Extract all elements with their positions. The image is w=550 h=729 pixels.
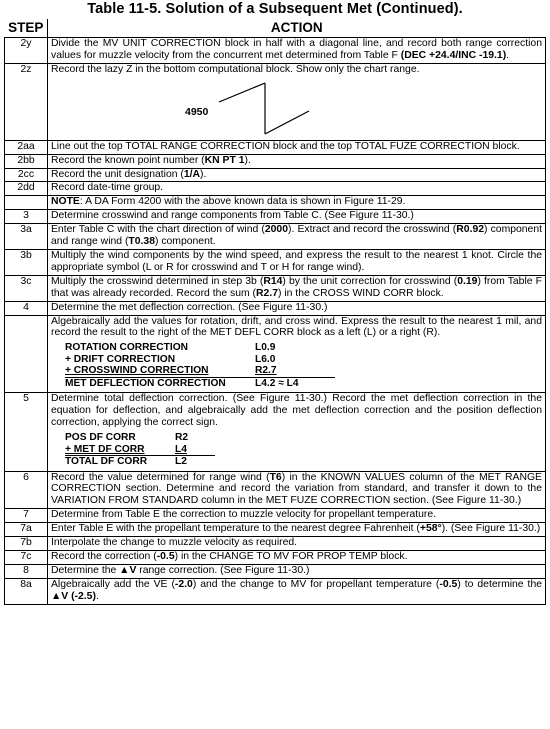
step-cell: 3a <box>5 224 48 250</box>
action-cell <box>48 509 546 523</box>
step-cell: 7c <box>5 550 48 564</box>
table-header-row <box>5 19 546 38</box>
text-run: ). Extract and record the crosswind ( <box>287 224 457 236</box>
text-run: Record the value determined for range wind ( <box>51 471 270 483</box>
text-run: range correction. (See Figure 11-30.) <box>136 564 310 576</box>
step-cell: 2bb <box>5 154 48 168</box>
action-text <box>51 472 542 508</box>
table-row <box>5 196 546 210</box>
action-cell <box>48 578 546 604</box>
text-run: Determine the met deflection correction. (See Figure 11-30.) <box>51 301 328 313</box>
action-cell <box>48 182 546 196</box>
action-cell <box>48 224 546 250</box>
text-run: Algebraically add the VE ( <box>51 578 175 590</box>
computation-label: POS DF CORR <box>65 432 136 444</box>
action-cell <box>48 315 546 393</box>
emphasized-value: (DEC +24.4/INC -19.1) <box>400 49 507 61</box>
step-cell: 8a <box>5 578 48 604</box>
action-text <box>51 302 542 314</box>
lazy-z-top-stroke <box>219 83 265 102</box>
computation-line <box>65 377 542 390</box>
step-cell <box>5 315 48 393</box>
table-row <box>5 315 546 393</box>
text-run: Determine total deflection correction. (See Figure 11-30.) Record the met deflection correction in the equation for deflection, and algebraically add the met deflection correction and the position deflection correction, applying the correct sign. <box>51 393 542 429</box>
step-cell: 5 <box>5 393 48 471</box>
text-run: Determine from Table E the correction to muzzle velocity for propellant temperature. <box>51 509 437 521</box>
computation-label: + MET DF CORR <box>65 443 145 455</box>
text-run: Determine the <box>51 564 120 576</box>
text-run: ) in the CHANGE TO MV FOR PROP TEMP block. <box>174 550 408 562</box>
action-cell <box>48 550 546 564</box>
step-cell: 2z <box>5 63 48 140</box>
action-cell <box>48 196 546 210</box>
emphasized-value: T6 <box>269 471 282 483</box>
text-run: ) component. <box>154 236 216 248</box>
action-text <box>51 579 542 603</box>
emphasized-value: ▲V (-2.5) <box>51 590 96 602</box>
table-row <box>5 578 546 604</box>
computation-label: TOTAL DF CORR <box>65 455 175 468</box>
action-cell <box>48 564 546 578</box>
action-text <box>51 509 542 521</box>
action-cell <box>48 301 546 315</box>
table-body <box>5 38 546 605</box>
text-run: ). (See Figure 11-30.) <box>441 523 541 535</box>
computation-value: L2 <box>175 455 215 468</box>
action-text <box>51 210 542 222</box>
action-text <box>51 38 542 62</box>
step-cell: 7b <box>5 537 48 551</box>
action-text <box>51 523 542 535</box>
lazy-z-chart <box>51 76 542 139</box>
table-row <box>5 301 546 315</box>
table-row <box>5 564 546 578</box>
met-deflection-computation <box>65 342 542 389</box>
action-text <box>51 250 542 274</box>
action-cell <box>48 537 546 551</box>
text-run: ) from Table F that was already recorded. Record the sum ( <box>51 275 542 299</box>
computation-label: ROTATION CORRECTION <box>65 342 188 354</box>
computation-value: R2 <box>175 432 189 444</box>
action-cell <box>48 471 546 509</box>
table-row <box>5 537 546 551</box>
table-row <box>5 63 546 140</box>
computation-line <box>65 342 542 354</box>
text-run: ). <box>244 154 251 166</box>
step-cell: 3 <box>5 210 48 224</box>
step-cell: 3c <box>5 275 48 301</box>
computation-line <box>65 444 542 456</box>
action-cell <box>48 63 546 140</box>
action-cell <box>48 140 546 154</box>
step-cell: 4 <box>5 301 48 315</box>
emphasized-value: T0.38 <box>128 236 155 248</box>
action-text <box>51 551 542 563</box>
lazy-z-drawing <box>51 76 550 139</box>
emphasized-value: +58° <box>419 523 442 535</box>
computation-line <box>65 432 542 444</box>
action-text <box>51 141 542 153</box>
computation-line <box>65 354 542 366</box>
step-cell: 2cc <box>5 168 48 182</box>
text-run: . <box>506 49 510 61</box>
text-run: Interpolate the change to muzzle velocity as required. <box>51 537 298 549</box>
step-column-header: STEP <box>5 19 48 38</box>
text-run: ) and the change to MV for propellant temperature ( <box>192 578 440 590</box>
text-run: Enter Table C with the chart direction of wind ( <box>51 224 265 236</box>
action-text <box>51 169 542 181</box>
table-row <box>5 140 546 154</box>
action-text <box>51 276 542 300</box>
step-cell: 2aa <box>5 140 48 154</box>
action-text <box>51 196 542 208</box>
action-cell <box>48 523 546 537</box>
steps-table <box>4 19 546 605</box>
step-cell <box>5 196 48 210</box>
action-text <box>51 537 542 549</box>
action-cell <box>48 249 546 275</box>
text-run: Record the lazy Z in the bottom computational block. Show only the chart range. <box>51 63 420 75</box>
emphasized-value: ▲V <box>119 564 137 576</box>
action-text <box>51 64 542 76</box>
emphasized-value: R2.7 <box>256 287 278 299</box>
action-text <box>51 316 542 340</box>
action-cell <box>48 210 546 224</box>
text-run: . <box>95 590 99 602</box>
emphasized-value: KN PT 1 <box>204 154 245 166</box>
step-cell: 7a <box>5 523 48 537</box>
step-cell: 6 <box>5 471 48 509</box>
table-row <box>5 393 546 471</box>
text-run: ) in the KNOWN VALUES column of the MET RANGE CORRECTION section. Determine and record the variation from standard, and transfer it down to the VARIATION FROM STANDARD column in the MET FUZE CORRECTION section. (See Figure 11-30.) <box>51 471 542 507</box>
text-run: Multiply the wind components by the wind speed, and express the result to the nearest 1 knot. Circle the appropriate symbol (L or R for crosswind and T or H for range wind). <box>51 249 542 273</box>
action-cell <box>48 168 546 182</box>
step-cell: 2dd <box>5 182 48 196</box>
computation-value: R2.7 <box>255 365 277 377</box>
text-run: Enter Table E with the propellant temperature to the nearest degree Fahrenheit ( <box>51 523 420 535</box>
emphasized-value: NOTE <box>51 196 80 208</box>
computation-line <box>65 455 542 468</box>
step-cell: 2y <box>5 38 48 64</box>
table-row <box>5 168 546 182</box>
table-row <box>5 182 546 196</box>
lazy-z-bottom-stroke <box>265 111 309 134</box>
action-text <box>51 182 542 194</box>
text-run: ) by the unit correction for crosswind ( <box>282 275 458 287</box>
step-cell: 3b <box>5 249 48 275</box>
action-cell <box>48 38 546 64</box>
action-text <box>51 565 542 577</box>
text-run: ) in the CROSS WIND CORR block. <box>277 287 444 299</box>
computation-value: L4.2 ≈ L4 <box>255 377 335 390</box>
chart-range-value: 4950 <box>185 105 209 118</box>
emphasized-value: -0.5 <box>156 550 175 562</box>
emphasized-value: 0.19 <box>457 275 478 287</box>
computation-value: L4 <box>175 443 187 455</box>
emphasized-value: -2.0 <box>174 578 193 590</box>
text-run: : A DA Form 4200 with the above known data is shown in Figure 11-29. <box>79 196 406 208</box>
action-text <box>51 155 542 167</box>
computation-label: + DRIFT CORRECTION <box>65 353 176 365</box>
emphasized-value: 2000 <box>264 224 288 236</box>
emphasized-value: R14 <box>263 275 283 287</box>
text-run: Record the unit designation ( <box>51 168 184 180</box>
computation-label: MET DEFLECTION CORRECTION <box>65 377 255 390</box>
table-row <box>5 154 546 168</box>
table-row <box>5 210 546 224</box>
table-row <box>5 523 546 537</box>
computation-label: + CROSSWIND CORRECTION <box>65 365 209 377</box>
action-column-header: ACTION <box>48 19 546 38</box>
computation-value: L6.0 <box>255 353 276 365</box>
table-row <box>5 471 546 509</box>
action-cell <box>48 154 546 168</box>
text-run: Determine crosswind and range components from Table C. (See Figure 11-30.) <box>51 210 414 222</box>
text-run: Record the correction ( <box>51 550 157 562</box>
action-cell <box>48 275 546 301</box>
text-run: Divide the MV UNIT CORRECTION block in half with a diagonal line, and record both range correction values for muzzle velocity from the concurrent met determined from Table F <box>51 38 542 61</box>
text-run: Multiply the crosswind determined in step 3b ( <box>51 275 264 287</box>
total-deflection-computation <box>65 432 542 468</box>
text-run: ) component and range wind ( <box>51 224 543 248</box>
emphasized-value: R0.92 <box>456 224 485 236</box>
action-text <box>51 224 542 248</box>
emphasized-value: 1/A <box>183 168 201 180</box>
text-run: Record the known point number ( <box>51 154 205 166</box>
action-cell <box>48 393 546 471</box>
text-run: Algebraically add the values for rotation, drift, and cross wind. Express the result to the nearest 1 mil, and record the result to the right of the MET DEFL CORR block as a left (L) or a right (R). <box>51 315 542 339</box>
emphasized-value: -0.5 <box>439 578 458 590</box>
table-row <box>5 509 546 523</box>
step-cell: 8 <box>5 564 48 578</box>
text-run: Line out the top TOTAL RANGE CORRECTION block and the top TOTAL FUZE CORRECTION block. <box>51 140 520 152</box>
table-row <box>5 224 546 250</box>
action-text <box>51 393 542 429</box>
table-row <box>5 550 546 564</box>
table-row <box>5 275 546 301</box>
table-row <box>5 249 546 275</box>
computation-line <box>65 365 542 377</box>
text-run: ). <box>200 168 207 180</box>
step-cell: 7 <box>5 509 48 523</box>
text-run: Record date-time group. <box>51 182 164 194</box>
table-title: Table 11-5. Solution of a Subsequent Met (Continued). <box>87 1 463 17</box>
table-row <box>5 38 546 64</box>
text-run: ) to determine the <box>457 578 543 590</box>
computation-value: L0.9 <box>255 342 276 354</box>
